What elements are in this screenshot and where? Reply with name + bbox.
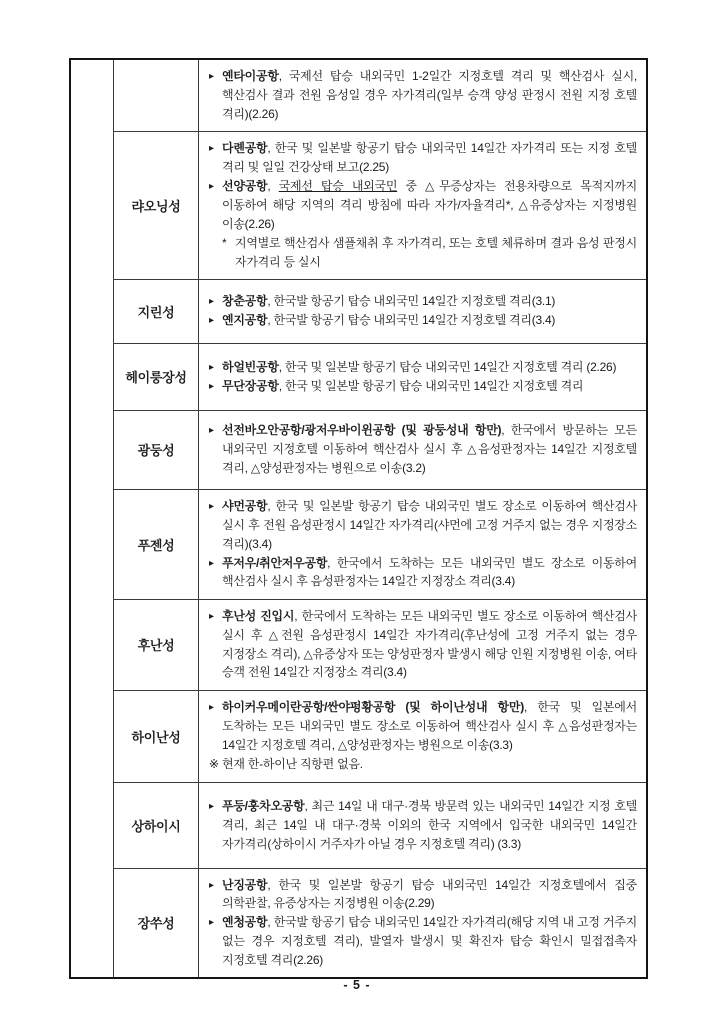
measure-text: , 한국에서 방문하는 모든 내외국민 지정호텔 이동하여 핵산검사 실시 후 △음성판정자는 14일간 지정호텔 격리, △양성판정자는 병원으로 이송(3.2) — [222, 423, 637, 475]
measures-cell — [199, 490, 646, 599]
province-name-cell: 헤이룽장성 — [114, 344, 199, 410]
measure-item — [209, 234, 637, 272]
measure-item — [209, 755, 637, 774]
table-merged-left-cell — [71, 60, 114, 977]
measure-text: , 한국 및 일본발 항공기 탑승 내외국민 별도 장소로 이동하여 핵산검사 실시 후 전원 음성판정시 14일간 자가격리(샤먼에 고정 거주지 없는 경우 지정장소 격리)(3.4) — [222, 498, 637, 551]
measure-item — [209, 797, 637, 854]
measure-item — [209, 67, 637, 124]
measure-text: , 최근 14일 내 대구·경북 방문력 있는 내외국민 14일간 지정 호텔 격리, 최근 14일 내 대구·경북 이외의 한국 지역에서 입국한 내외국민 14일간 자가격리(상하이시 거주자가 아닐 경우 지정호텔 격리) (3.3) — [222, 798, 637, 851]
measure-item — [209, 876, 637, 914]
airport-name: 선양공항 — [222, 178, 268, 193]
province-name-cell: 후난성 — [114, 600, 199, 690]
airport-name: 후난성 진입시 — [222, 608, 295, 623]
bullet-triangle-icon: ▸ — [209, 425, 214, 437]
measure-text: , 한국 및 일본에서 도착하는 모든 내외국민 별도 장소로 이동하여 핵산검사 실시 후 △음성판정자는 14일간 지정호텔 격리, △양성판정자는 병원으로 이송(3.3) — [222, 700, 637, 753]
bullet-triangle-icon: ▸ — [209, 800, 214, 812]
measure-item — [209, 421, 637, 478]
table-row — [114, 869, 646, 978]
table-row — [114, 783, 646, 869]
bullet-triangle-icon: ▸ — [209, 610, 214, 622]
bullet-triangle-icon: ▸ — [209, 361, 214, 373]
measures-cell — [199, 344, 646, 410]
bullet-triangle-icon: ▸ — [209, 917, 214, 929]
measure-item — [209, 311, 637, 330]
measures-cell — [199, 280, 646, 343]
measures-cell — [199, 600, 646, 690]
note-reference-mark: ※ — [209, 756, 219, 771]
bullet-triangle-icon: ▸ — [209, 142, 214, 154]
bullet-triangle-icon: ▸ — [209, 500, 214, 512]
measure-text: , 한국발 항공기 탑승 내외국민 14일간 지정호텔 격리(3.1) — [267, 294, 556, 309]
measures-cell — [199, 60, 646, 131]
province-name-cell: 상하이시 — [114, 783, 199, 868]
province-name-cell — [114, 60, 199, 131]
airport-name: 선전바오안공항/광저우바이윈공항 (및 광둥성내 항만) — [222, 423, 502, 438]
measure-text: , 한국 및 일본발 항공기 탑승 내외국민 14일간 지정호텔 격리 (2.26) — [278, 359, 617, 374]
measure-item — [209, 497, 637, 554]
measure-item — [209, 177, 637, 234]
province-name-cell: 광둥성 — [114, 411, 199, 489]
measure-text: , — [267, 178, 279, 193]
bullet-triangle-icon: ▸ — [209, 557, 214, 569]
province-name-cell: 하이난성 — [114, 691, 199, 782]
measure-text: , 한국에서 도착하는 모든 내외국민 별도 장소로 이동하여 핵산검사 실시 후 음성판정자는 14일간 지정장소 격리(3.4) — [222, 555, 637, 589]
measure-item — [209, 607, 637, 683]
measure-text: 중 △무증상자는 전용차량으로 목적지까지 이동하여 해당 지역의 격리 방침에 따라 자가/자율격리*, △유증상자는 지정병원 이송(2.26) — [222, 178, 637, 231]
measures-cell — [199, 132, 646, 279]
table-rows-container — [114, 60, 646, 977]
table-row — [114, 344, 646, 411]
province-name-cell: 랴오닝성 — [114, 132, 199, 279]
table-row — [114, 490, 646, 600]
measure-item — [209, 139, 637, 177]
measure-item — [209, 913, 637, 970]
measures-cell — [199, 869, 646, 978]
table-row — [114, 691, 646, 783]
bullet-triangle-icon: ▸ — [209, 180, 214, 192]
province-name-cell: 지린성 — [114, 280, 199, 343]
measure-text: 현재 한-하이난 직항편 없음. — [222, 756, 363, 771]
measure-item — [209, 377, 637, 396]
province-name-cell: 장쑤성 — [114, 869, 199, 978]
footnote-asterisk: * — [222, 235, 227, 250]
table-row — [114, 280, 646, 344]
measure-item — [209, 358, 637, 377]
airport-name: 무단장공항 — [222, 378, 279, 393]
measure-text: , 국제선 탑승 내외국민 1-2일간 지정호텔 격리 및 핵산검사 실시, 핵산검사 결과 전원 음성일 경우 자가격리(일부 승객 양성 판정시 전원 지정 호텔 격리)(2.26) — [222, 69, 637, 121]
measure-text: , 한국 및 일본발 항공기 탑승 내외국민 14일간 지정호텔 격리 — [278, 378, 584, 393]
measure-text: , 한국발 항공기 탑승 내외국민 14일간 지정호텔 격리(3.4) — [267, 313, 556, 328]
table-row — [114, 600, 646, 691]
bullet-triangle-icon: ▸ — [209, 315, 214, 327]
measure-text: , 한국발 항공기 탑승 내외국민 14일간 자가격리(해당 지역 내 고정 거주지 없는 경우 지정호텔 격리), 발열자 발생시 및 확진자 탑승 확인시 밀접접촉자 지정호텔 격리(2.26) — [222, 915, 637, 968]
measure-item — [209, 292, 637, 311]
measure-item — [209, 698, 637, 755]
table-row — [114, 132, 646, 280]
bullet-triangle-icon: ▸ — [209, 296, 214, 308]
bullet-triangle-icon: ▸ — [209, 879, 214, 891]
airport-name: 난징공항 — [222, 877, 268, 892]
airport-name: 푸둥/훙차오공항 — [222, 798, 305, 813]
measure-text: , 한국 및 일본발 항공기 탑승 내외국민 14일간 지정호텔에서 집중 의학관찰, 유증상자는 지정병원 이송(2.29) — [222, 877, 637, 911]
airport-name: 옌타이공항 — [222, 69, 279, 83]
measure-text: , 한국 및 일본발 항공기 탑승 내외국민 14일간 자가격리 또는 지정 호텔 격리 및 일일 건강상태 보고(2.25) — [222, 140, 637, 174]
airport-name: 다롄공항 — [222, 140, 268, 155]
airport-name: 샤먼공항 — [222, 498, 268, 513]
airport-name: 하이커우메이란공항/싼야펑황공항 (및 하이난성내 항만) — [222, 700, 524, 715]
airport-name: 옌지공항 — [222, 313, 268, 328]
bullet-triangle-icon: ▸ — [209, 71, 214, 82]
province-name-cell: 푸젠성 — [114, 490, 199, 599]
quarantine-measures-table — [69, 58, 648, 979]
airport-name: 옌청공항 — [222, 915, 268, 930]
bullet-triangle-icon: ▸ — [209, 380, 214, 392]
table-row — [114, 60, 646, 132]
airport-name: 푸저우/취안저우공항 — [222, 555, 328, 570]
measure-text: , 한국에서 도착하는 모든 내외국민 별도 장소로 이동하여 핵산검사 실시 후 △전원 음성판정시 14일간 자가격리(후난성에 고정 거주지 없는 경우 지정장소 격리), △유증상자 또는 양성판정자 발생시 해당 인원 지정병원 이송, 여타 승객 전원 14일간 지정장소 격리(3.4) — [222, 608, 637, 680]
measures-cell — [199, 783, 646, 868]
measure-item — [209, 554, 637, 592]
table-row — [114, 411, 646, 490]
measure-text: 지역별로 핵산검사 샘플채취 후 자가격리, 또는 호텔 체류하며 결과 음성 판정시 자가격리 등 실시 — [235, 235, 637, 269]
airport-name: 창춘공항 — [222, 294, 268, 309]
measures-cell — [199, 411, 646, 489]
airport-name: 하얼빈공항 — [222, 359, 279, 374]
measure-text: 국제선 탑승 내외국민 — [278, 178, 398, 193]
bullet-triangle-icon: ▸ — [209, 702, 214, 714]
page-number: - 5 - — [343, 978, 371, 992]
measures-cell — [199, 691, 646, 782]
